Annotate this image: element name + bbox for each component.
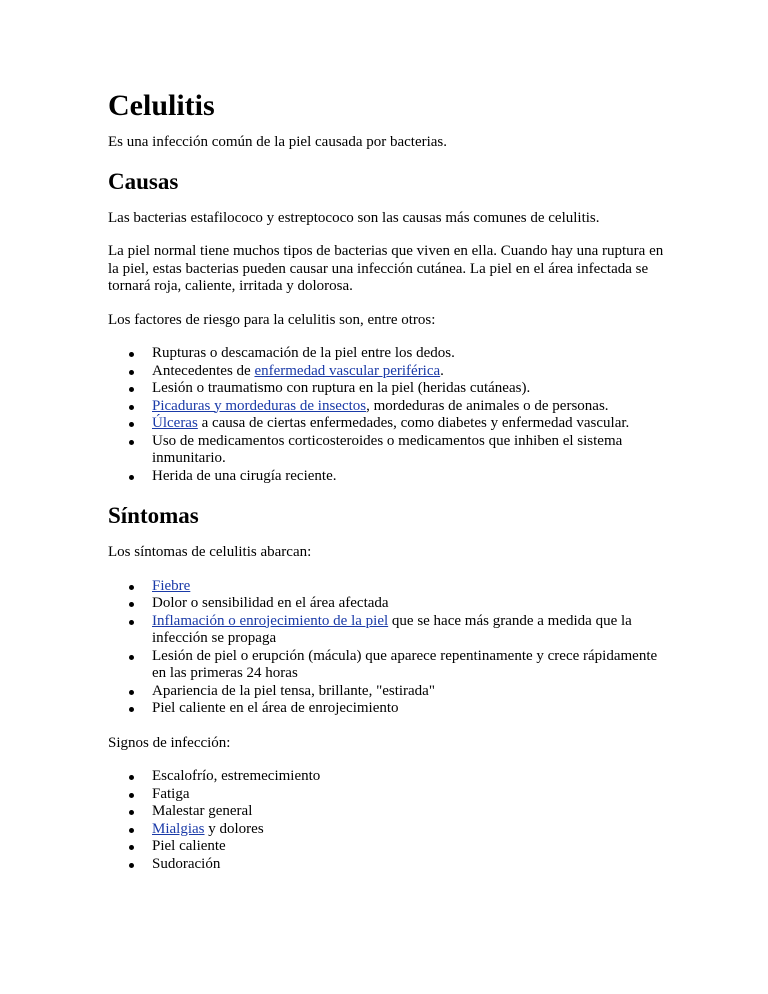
list-item-text: Fatiga: [152, 785, 190, 802]
sintomas-paragraph-1: Los síntomas de celulitis abarcan:: [108, 544, 312, 560]
list-item-text: Piel caliente en el área de enrojecimiento: [152, 700, 399, 716]
list-item-text: Herida de una cirugía reciente.: [152, 467, 337, 484]
risk-factors-list: [108, 345, 668, 485]
list-item: [152, 700, 668, 718]
symptoms-list: [108, 578, 668, 718]
intro-paragraph: Es una infección común de la piel causada por bacterias.: [108, 134, 448, 150]
list-item: [152, 786, 668, 804]
list-item: [152, 838, 668, 856]
list-item: [152, 821, 668, 839]
list-item-link[interactable]: Úlceras: [152, 415, 198, 431]
list-item: [152, 768, 668, 786]
list-item-text: , mordeduras de animales o de personas.: [366, 397, 609, 414]
list-item-text: Apariencia de la piel tensa, brillante, "estirada": [152, 682, 435, 699]
list-item: [152, 363, 668, 381]
list-item-text: Rupturas o descamación de la piel entre los dedos.: [152, 345, 455, 361]
list-item: [152, 415, 668, 433]
list-item-text: Escalofrío, estremecimiento: [152, 768, 321, 784]
page-title: Celulitis: [108, 89, 215, 122]
sintomas-paragraph-2: Signos de infección:: [108, 734, 231, 751]
list-item-text: Malestar general: [152, 803, 253, 819]
list-item-link[interactable]: Fiebre: [152, 577, 191, 594]
causas-paragraph-1: Las bacterias estafilococo y estreptococo son las causas más comunes de celulitis.: [108, 209, 600, 226]
list-item-text: Dolor o sensibilidad en el área afectada: [152, 595, 389, 611]
list-item: [152, 613, 668, 648]
list-item-text: y dolores: [204, 820, 264, 837]
list-item: [152, 856, 668, 874]
list-item-text: que se hace más grande a medida que la infección se propaga: [152, 612, 632, 646]
list-item-text: Piel caliente: [152, 838, 226, 854]
list-item-text: .: [440, 362, 444, 379]
heading-causas: Causas: [108, 168, 179, 194]
list-item-text: a causa de ciertas enfermedades, como diabetes y enfermedad vascular.: [197, 415, 630, 431]
list-item-link[interactable]: Inflamación o enrojecimiento de la piel: [152, 612, 389, 629]
list-item: [152, 648, 668, 683]
list-item-link[interactable]: Mialgias: [152, 820, 205, 837]
list-item: [152, 345, 668, 363]
list-item: [152, 380, 668, 398]
list-item: [152, 683, 668, 701]
list-item-link[interactable]: enfermedad vascular periférica: [254, 362, 441, 379]
document-page: [108, 88, 668, 890]
list-item: [152, 578, 668, 596]
list-item: [152, 803, 668, 821]
list-item-text: Lesión de piel o erupción (mácula) que aparece repentinamente y crece rápidamente en las primeras 24 horas: [152, 647, 658, 681]
infection-signs-list: [108, 768, 668, 873]
heading-sintomas: Síntomas: [108, 503, 199, 528]
causas-paragraph-2: La piel normal tiene muchos tipos de bacterias que viven en ella. Cuando hay una ruptura en la piel, estas bacterias pueden causar una infección cutánea. La piel en el área infectada se tornará roja, caliente, irritada y dolorosa.: [108, 243, 664, 294]
list-item: [152, 468, 668, 486]
list-item: [152, 595, 668, 613]
causas-paragraph-3: Los factores de riesgo para la celulitis son, entre otros:: [108, 311, 436, 328]
list-item: [152, 433, 668, 468]
list-item-text: Sudoración: [152, 855, 221, 872]
list-item: [152, 398, 668, 416]
list-item-text: Uso de medicamentos corticosteroides o medicamentos que inhiben el sistema inmunitario.: [152, 432, 623, 466]
list-item-link[interactable]: Picaduras y mordeduras de insectos: [152, 397, 367, 414]
list-item-text: Antecedentes de: [152, 362, 255, 379]
list-item-text: Lesión o traumatismo con ruptura en la piel (heridas cutáneas).: [152, 380, 531, 396]
